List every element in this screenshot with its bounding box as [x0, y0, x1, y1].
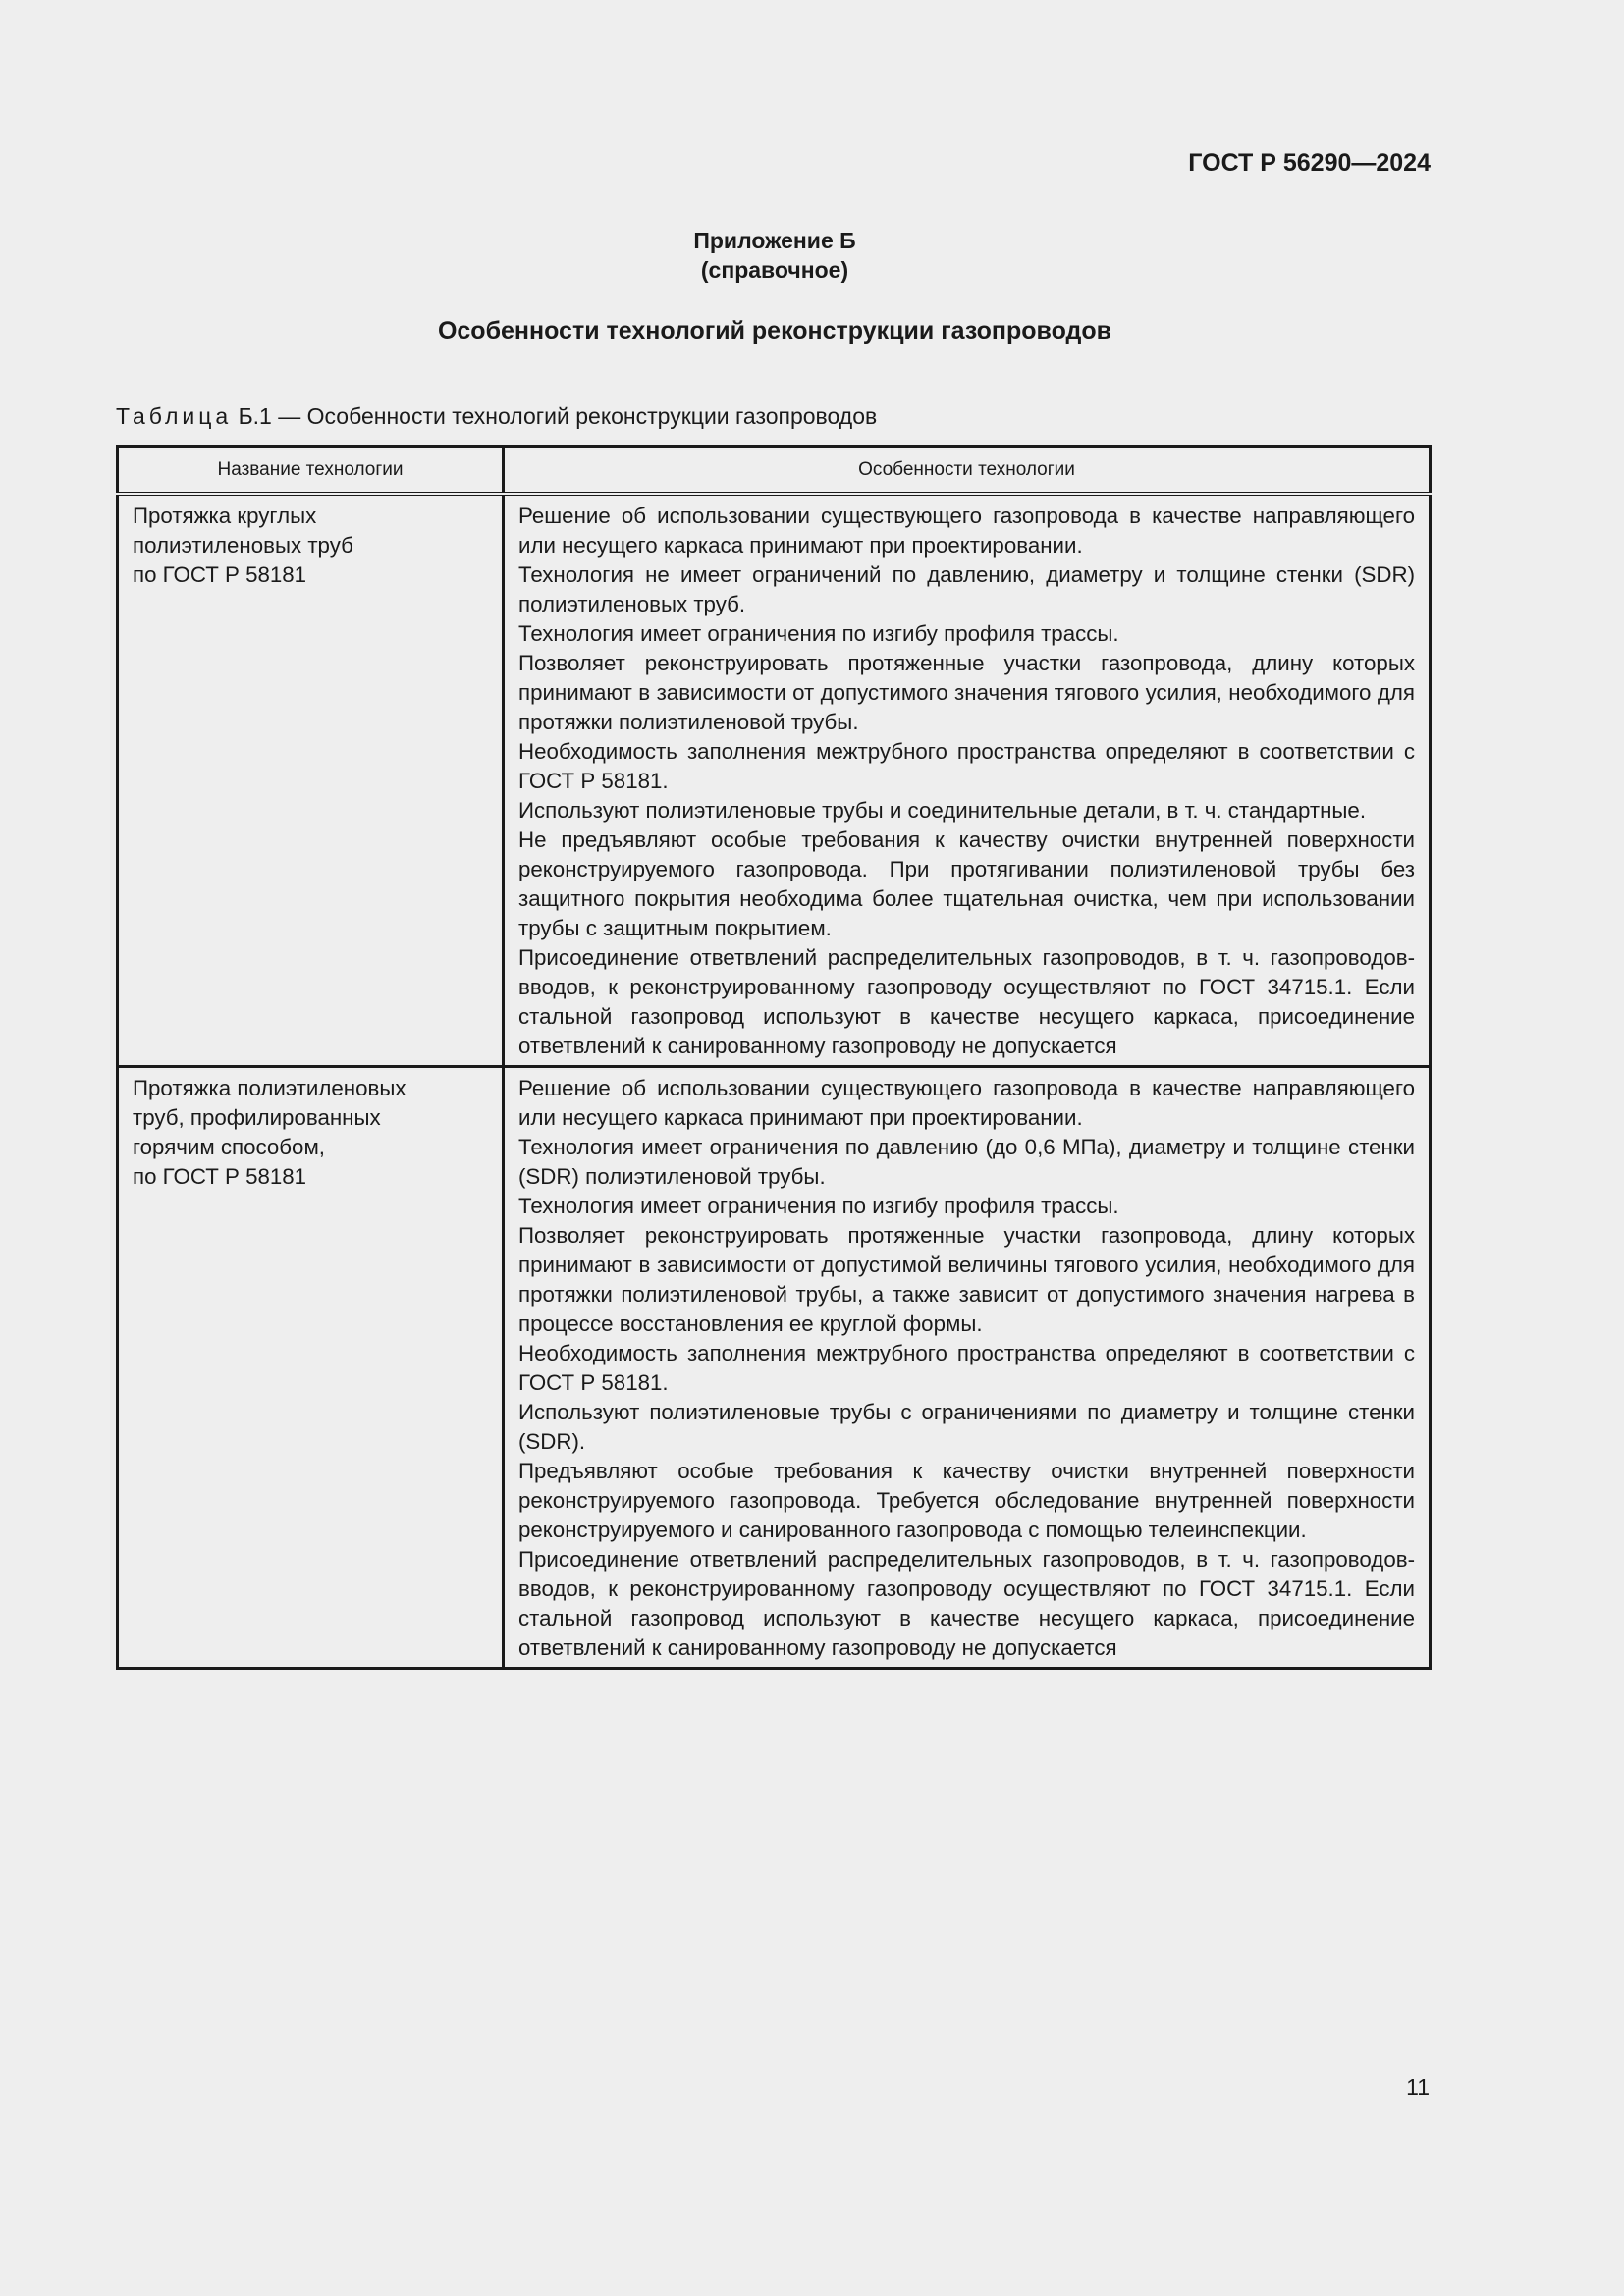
feature-paragraph: Технология не имеет ограничений по давлению, диаметру и толщине стенки (SDR) полиэтиленовых труб.: [518, 562, 1415, 616]
feature-paragraph: Позволяет реконструировать протяженные участки газопровода, длину которых принимают в зависимости от допустимой величины тягового усилия, необходимого для протяжки полиэтиленовой трубы, а также зависит от допустимого значения нагрева в процессе восстановления ее круглой формы.: [518, 1223, 1415, 1336]
annex-title: Приложение Б: [693, 228, 856, 253]
technology-table: [116, 445, 1432, 1670]
name-line: Протяжка полиэтиленовых: [133, 1076, 406, 1100]
name-line: труб, профилированных: [133, 1105, 381, 1130]
feature-paragraph: Решение об использовании существующего газопровода в качестве направляющего или несущего каркаса принимают при проектировании.: [518, 504, 1415, 558]
page-number: 11: [1406, 2074, 1430, 2100]
table-header-row: [118, 447, 1431, 495]
feature-paragraph: Необходимость заполнения межтрубного пространства определяют в соответствии с ГОСТ Р 58181.: [518, 1341, 1415, 1395]
feature-paragraph: Используют полиэтиленовые трубы и соединительные детали, в т. ч. стандартные.: [518, 798, 1367, 823]
technology-features-cell: [504, 494, 1431, 1067]
annex-heading: Особенности технологий реконструкции газопроводов: [437, 317, 1112, 345]
table-row: [118, 494, 1431, 1067]
technology-name-cell: [118, 494, 504, 1067]
annex-header: [0, 226, 1549, 285]
feature-paragraph: Присоединение ответвлений распределительных газопроводов, в т. ч. газопроводов-вводов, к реконструированному газопроводу осуществляют по ГОСТ 34715.1. Если стальной газопровод используют в качестве несущего каркаса, присоединение ответвлений к санированному газопроводу не допускается: [518, 945, 1415, 1058]
feature-paragraph: Не предъявляют особые требования к качеству очистки внутренней поверхности реконструируемого газопровода. При протягивании полиэтиленовой трубы без защитного покрытия необходима более тщательная очистка, чем при использовании трубы с защитным покрытием.: [518, 828, 1415, 940]
technology-features-cell: [504, 1067, 1431, 1669]
technology-name-cell: [118, 1067, 504, 1669]
table-caption: [116, 403, 877, 430]
name-line: горячим способом,: [133, 1135, 325, 1159]
feature-paragraph: Позволяет реконструировать протяженные участки газопровода, длину которых принимают в зависимости от допустимого значения тягового усилия, необходимого для протяжки полиэтиленовой трубы.: [518, 651, 1415, 734]
name-line: Протяжка круглых: [133, 504, 317, 528]
name-line: по ГОСТ Р 58181: [133, 1164, 307, 1189]
feature-paragraph: Технология имеет ограничения по изгибу профиля трассы.: [518, 621, 1119, 646]
name-line: полиэтиленовых труб: [133, 533, 353, 558]
annex-status: (справочное): [700, 257, 849, 283]
column-header-name: Название технологии: [118, 447, 504, 495]
feature-paragraph: Технология имеет ограничения по изгибу профиля трассы.: [518, 1194, 1119, 1218]
feature-paragraph: Технология имеет ограничения по давлению (до 0,6 МПа), диаметру и толщине стенки (SDR) полиэтиленовой трубы.: [518, 1135, 1415, 1189]
table-row: [118, 1067, 1431, 1669]
name-line: по ГОСТ Р 58181: [133, 562, 307, 587]
feature-paragraph: Необходимость заполнения межтрубного пространства определяют в соответствии с ГОСТ Р 58181.: [518, 739, 1415, 793]
feature-paragraph: Предъявляют особые требования к качеству очистки внутренней поверхности реконструируемого газопровода. Требуется обследование внутренней поверхности реконструируемого и санированного газопровода с помощью телеинспекции.: [518, 1459, 1415, 1542]
feature-paragraph: Используют полиэтиленовые трубы с ограничениями по диаметру и толщине стенки (SDR).: [518, 1400, 1415, 1454]
column-header-features: Особенности технологии: [504, 447, 1431, 495]
document-code: ГОСТ Р 56290—2024: [1188, 149, 1431, 177]
table-caption-text: Б.1 — Особенности технологий реконструкции газопроводов: [238, 403, 878, 429]
feature-paragraph: Присоединение ответвлений распределительных газопроводов, в т. ч. газопроводов-вводов, к реконструированному газопроводу осуществляют по ГОСТ 34715.1. Если стальной газопровод используют в качестве несущего каркаса, присоединение ответвлений к санированному газопроводу не допускается: [518, 1547, 1415, 1660]
table-caption-prefix: Таблица: [116, 403, 233, 429]
feature-paragraph: Решение об использовании существующего газопровода в качестве направляющего или несущего каркаса принимают при проектировании.: [518, 1076, 1415, 1130]
